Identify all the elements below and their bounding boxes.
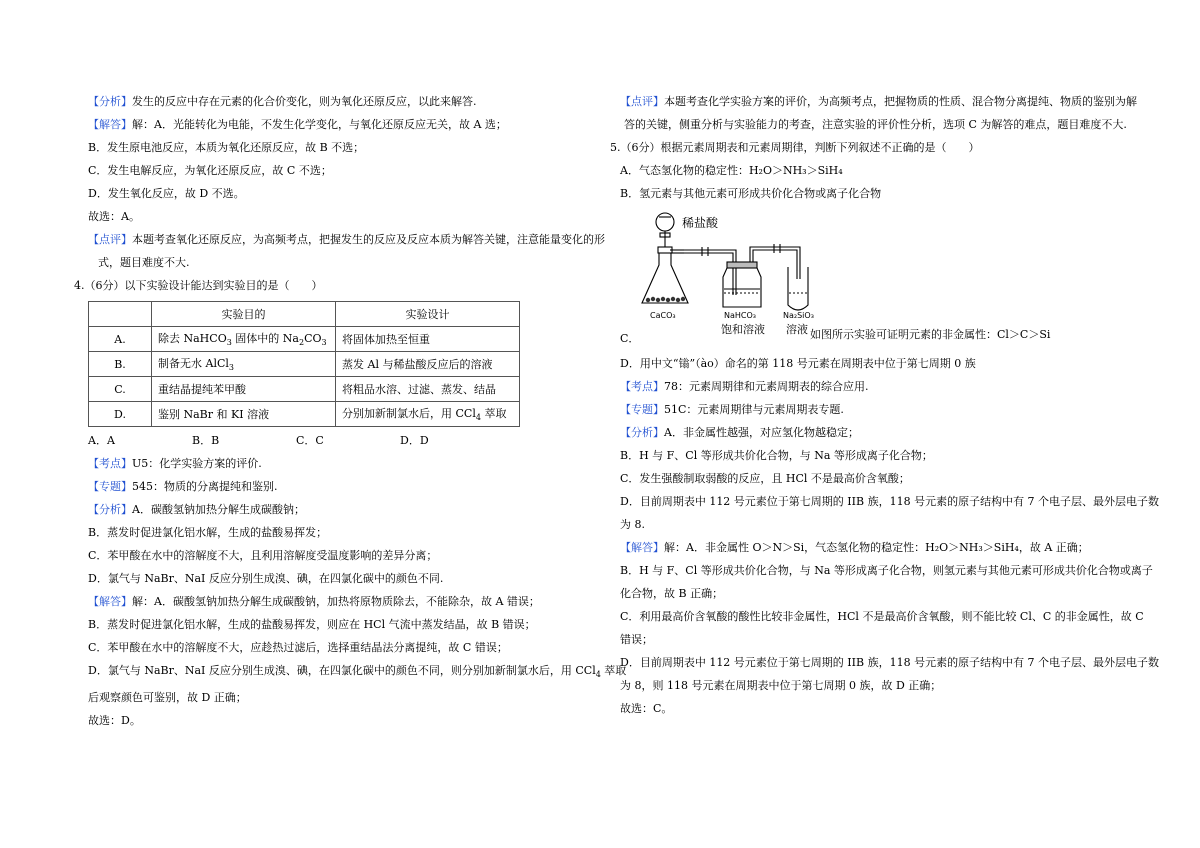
q5-option-a: A．气态氢化物的稳定性：H₂O＞NH₃＞SiH₄ (620, 164, 843, 177)
table-cell: C. (89, 377, 152, 402)
q4-answer-b: B．蒸发时促进氯化铝水解，生成的盐酸易挥发，则应在 HCl 气流中蒸发结晶，故 B 错误； (88, 618, 536, 631)
q3-choice: 故选：A。 (88, 210, 140, 223)
q3-answer-c: C．发生电解反应，为氧化还原反应，故 C 不选； (88, 164, 332, 177)
q4-stem: 4.（6分）以下实验设计能达到实验目的是（ ） (74, 279, 323, 292)
q4-table (88, 301, 520, 427)
caco3-granules (646, 297, 685, 302)
q5-answer-b-cont: 化合物，故 B 正确； (620, 587, 724, 600)
table-cell: 将粗品水溶、过滤、蒸发、结晶 (336, 377, 520, 402)
table-row (89, 302, 520, 327)
q4-answer-d-cont: 后观察颜色可鉴别，故 D 正确； (88, 691, 247, 705)
table-cell: 分别加新制氯水后，用 CCl$_4$ 萃取 (336, 402, 520, 427)
table-cell: D. (89, 402, 152, 427)
label-solution: 溶液 (786, 323, 808, 336)
q4-analysis-a: 【分析】A．碳酸氢钠加热分解生成碳酸钠； (88, 503, 305, 516)
q4-comment: 【点评】本题考查化学实验方案的评价，为高频考点，把握物质的性质、混合物分离提纯、物质的鉴别为解 (620, 95, 1137, 108)
test-tube-icon (788, 267, 808, 310)
q5-option-c-row (620, 209, 1120, 349)
table-row (89, 402, 520, 427)
q4-topic: 【专题】545：物质的分离提纯和鉴别. (88, 480, 278, 493)
left-column (74, 94, 627, 736)
conical-flask-icon (642, 247, 688, 303)
right-column (610, 94, 1160, 724)
q5-analysis-a: 【分析】A．非金属性越强，对应氢化物越稳定； (620, 426, 859, 439)
label-na2sio3: Na₂SiO₃ (783, 311, 814, 320)
q3-analysis: 【分析】发生的反应中存在元素的化合价变化，则为氧化还原反应，以此来解答. (88, 95, 477, 108)
table-header-cell (89, 302, 152, 327)
table-header-cell: 实验目的 (152, 302, 336, 327)
q4-point: 【考点】U5：化学实验方案的评价. (88, 457, 262, 470)
label-nahco3: NaHCO₃ (724, 311, 756, 320)
q4-analysis-b: B．蒸发时促进氯化铝水解，生成的盐酸易挥发； (88, 526, 328, 539)
q4-choice: 故选：D。 (88, 714, 141, 728)
q5-choice: 故选：C。 (620, 702, 673, 715)
table-cell: 蒸发 Al 与稀盐酸反应后的溶液 (336, 352, 520, 377)
option-d: D．D (400, 434, 429, 447)
separatory-funnel-icon (656, 213, 674, 247)
table-cell: 除去 NaHCO$_3$ 固体中的 $Na_2CO_3$ (152, 327, 336, 352)
q5-topic: 【专题】51C：元素周期律与元素周期表专题. (620, 403, 844, 416)
q5-answer-b: B．H 与 F、Cl 等形成共价化合物，与 Na 等形成离子化合物，则氢元素与其他元素可形成共价化合物或离子 (620, 564, 1153, 577)
q5-answer-a: 【解答】解：A．非金属性 O＞N＞Si，气态氢化物的稳定性：H₂O＞NH₃＞SiH₄，故 A 正确； (620, 541, 1089, 554)
q5-point: 【考点】78：元素周期律和元素周期表的综合应用. (620, 380, 869, 393)
q5-option-c-text: 如图所示实验可证明元素的非金属性：Cl＞C＞Si (810, 328, 1051, 341)
q5-answer-c-cont: 错误； (620, 633, 653, 646)
label-saturated-solution: 饱和溶液 (721, 323, 765, 336)
table-cell: A. (89, 327, 152, 352)
table-cell: 将固体加热至恒重 (336, 327, 520, 352)
q4-analysis-c: C．苯甲酸在水中的溶解度不大，且利用溶解度受温度影响的差异分离； (88, 549, 438, 562)
table-cell: 鉴别 NaBr 和 KI 溶液 (152, 402, 336, 427)
table-row (89, 352, 520, 377)
q4-answer-a: 【解答】解：A．碳酸氢钠加热分解生成碳酸钠，加热将原物质除去，不能除杂，故 A 错误； (88, 595, 540, 608)
q5-option-b: B．氢元素与其他元素可形成共价化合物或离子化合物 (620, 187, 882, 200)
option-a: A．A (88, 434, 115, 447)
q3-answer-a: 【解答】解：A．光能转化为电能，不发生化学变化，与氧化还原反应无关，故 A 选； (88, 118, 507, 131)
table-cell: 制备无水 AlCl$_3$ (152, 352, 336, 377)
label-caco3: CaCO₃ (650, 311, 676, 320)
q5-option-c-label: C． (620, 332, 640, 345)
q4-comment-cont: 答的关键，侧重分析与实验能力的考查，注意实验的评价性分析，选项 C 为解答的难点，题目难度不大. (624, 118, 1127, 131)
q5-stem: 5.（6分）根据元素周期表和元素周期律，判断下列叙述不正确的是（ ） (610, 141, 980, 154)
q3-answer-d: D．发生氧化反应，故 D 不选。 (88, 187, 245, 200)
q4-options (88, 433, 593, 449)
q4-answer-c: C．苯甲酸在水中的溶解度不大，应趁热过滤后，选择重结晶法分离提纯，故 C 错误； (88, 641, 508, 654)
option-b: B．B (192, 434, 220, 447)
table-header-cell: 实验设计 (336, 302, 520, 327)
table-cell: B. (89, 352, 152, 377)
apparatus-diagram (628, 209, 828, 349)
q3-comment: 【点评】本题考查氧化还原反应，为高频考点，把握发生的反应及反应本质为解答关键，注意能量变化的形 (88, 233, 605, 246)
q5-analysis-d: D．目前周期表中 112 号元素位于第七周期的 IIB 族，118 号元素的原子结构中有 7 个电子层、最外层电子数 (620, 495, 1160, 508)
delivery-tube (684, 247, 736, 295)
q4-answer-d: D．氯气与 NaBr、NaI 反应分别生成溴、碘，在四氯化碳中的颜色不同，则分别加新制氯水后，用 CCl$_4$ 萃取 (88, 664, 627, 680)
q5-answer-d-cont: 为 8，则 118 号元素在周期表中位于第七周期 0 族，故 D 正确； (620, 679, 942, 692)
q5-option-d: D．用中文“𬭩”（ào）命名的第 118 号元素在周期表中位于第七周期 0 族 (620, 357, 976, 370)
q5-answer-d: D．目前周期表中 112 号元素位于第七周期的 IIB 族，118 号元素的原子结构中有 7 个电子层、最外层电子数 (620, 656, 1160, 669)
table-row (89, 377, 520, 402)
q5-analysis-c: C．发生强酸制取弱酸的反应，且 HCl 不是最高价含氧酸； (620, 472, 910, 485)
q5-answer-c: C．利用最高价含氧酸的酸性比较非金属性，HCl 不是最高价含氧酸，则不能比较 Cl、C 的非金属性，故 C (620, 610, 1144, 623)
q5-analysis-d-cont: 为 8. (620, 518, 645, 531)
option-c: C．C (296, 434, 324, 447)
table-cell: 重结晶提纯苯甲酸 (152, 377, 336, 402)
table-row (89, 327, 520, 352)
q4-analysis-d: D．氯气与 NaBr、NaI 反应分别生成溴、碘，在四氯化碳中的颜色不同. (88, 572, 444, 585)
q3-comment-cont: 式，题目难度不大. (98, 256, 190, 269)
q5-analysis-b: B．H 与 F、Cl 等形成共价化合物，与 Na 等形成离子化合物； (620, 449, 933, 462)
label-dilute-hcl: 稀盐酸 (682, 216, 719, 230)
q3-answer-b: B．发生原电池反应，本质为氧化还原反应，故 B 不选； (88, 141, 365, 154)
